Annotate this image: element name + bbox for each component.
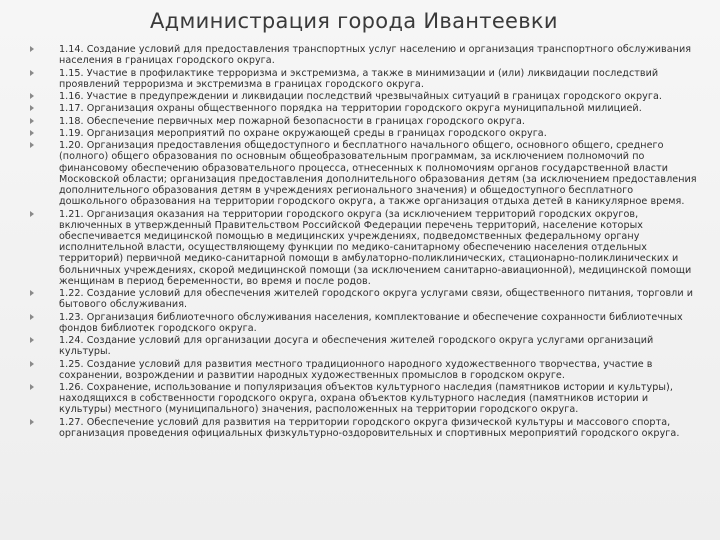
bullet-arrow-icon [30,211,34,217]
bullet-arrow-icon [30,361,34,367]
bullet-arrow-icon [30,105,34,111]
list-item [30,91,702,102]
list-item-text: 1.14. Создание условий для предоставления транспортных услуг населению и организация транспортного обслуживания населения в границах городского округа. [59,44,692,67]
bullet-arrow-icon [30,314,34,320]
list-item [30,382,702,416]
list-item [30,116,702,127]
bullet-arrow-icon [30,130,34,136]
list-item-text: 1.21. Организация оказания на территории городского округа (за исключением территорий городских округов, включенных в утвержденный Правительством Российской Федерации перечень территорий, население которых обеспечивается медицинской помощью в медицинских учреждениях, подведомственных федеральному органу исполнительной власти, осуществляющему функции по медико-санитарному обеспечению населения отдельных территорий) первичной медико-санитарной помощи в амбулаторно-поликлинических, стационарно-поликлинических и больничных учреждениях, скорой медицинской помощи (за исключением санитарно-авиационной), медицинской помощи женщинам в период беременности, во время и после родов. [59,208,692,287]
bullet-arrow-icon [30,290,34,296]
list-item [30,417,702,439]
bullet-arrow-icon [30,384,34,390]
slide-title: Администрация города Ивантеевки [150,9,558,33]
list-item [30,312,702,334]
list-item-text: 1.23. Организация библиотечного обслуживания населения, комплектование и обеспечение сохранности библиотечных фондов библиотек городского округа. [59,311,683,334]
list-item-text: 1.22. Создание условий для обеспечения жителей городского округа услугами связи, общественного питания, торговли и бытового обслуживания. [59,288,694,311]
list-item-text: 1.15. Участие в профилактике терроризма и экстремизма, а также в минимизации и (или) ликвидации последствий проявлений терроризма и экстремизма в границах городского округа. [59,67,659,90]
bullet-arrow-icon [30,337,34,343]
list-item [30,288,702,310]
list-item-text: 1.16. Участие в предупреждении и ликвидации последствий чрезвычайных ситуаций в границах городского округа. [59,91,662,102]
powers-list [30,44,702,440]
list-item-text: 1.27. Обеспечение условий для развития на территории городского округа физической культуры и массового спорта, организация проведения официальных физкультурно-оздоровительных и спортивных мероприятий городского округа. [59,416,680,439]
bullet-arrow-icon [30,70,34,76]
list-item [30,140,702,207]
list-item-text: 1.25. Создание условий для развития местного традиционного народного художественного творчества, участие в сохранении, возрождении и развитии народных художественных промыслов в городском округе. [59,358,653,381]
list-item [30,103,702,114]
bullet-arrow-icon [30,46,34,52]
bullet-arrow-icon [30,93,34,99]
list-item-text: 1.20. Организация предоставления общедоступного и бесплатного начального общего, основного общего, среднего (полного) общего образования по основным общеобразовательным программам, за исключением полномочий по финансовому обеспечению образовательного процесса, отнесенных к полномочиям органов государственной власти Московской области; организация предоставления дополнительного образования детям (за исключением предоставления дополнительного образования детям в учреждениях регионального значения) и общедоступного бесплатного дошкольного образования на территории городского округа, а также организация отдыха детей в каникулярное время. [59,140,697,208]
list-item [30,68,702,90]
list-item [30,209,702,287]
bullet-arrow-icon [30,142,34,148]
list-item [30,335,702,357]
list-item-text: 1.18. Обеспечение первичных мер пожарной безопасности в границах городского округа. [59,115,525,127]
list-item-text: 1.19. Организация мероприятий по охране окружающей среды в границах городского округа. [59,127,547,139]
bullet-arrow-icon [30,419,34,425]
bullet-arrow-icon [30,118,34,124]
list-item [30,128,702,139]
list-item [30,359,702,381]
list-item-text: 1.17. Организация охраны общественного порядка на территории городского округа муниципальной милицией. [59,103,642,115]
list-item-text: 1.24. Создание условий для организации досуга и обеспечения жителей городского округа услугами организаций культуры. [59,335,654,358]
list-item [30,44,702,66]
list-item-text: 1.26. Сохранение, использование и популяризация объектов культурного наследия (памятников истории и культуры), находящихся в собственности городского округа, охрана объектов культурного наследия (памятников истории и культуры) местного (муниципального) значения, расположенных на территории городского округа. [59,382,673,416]
